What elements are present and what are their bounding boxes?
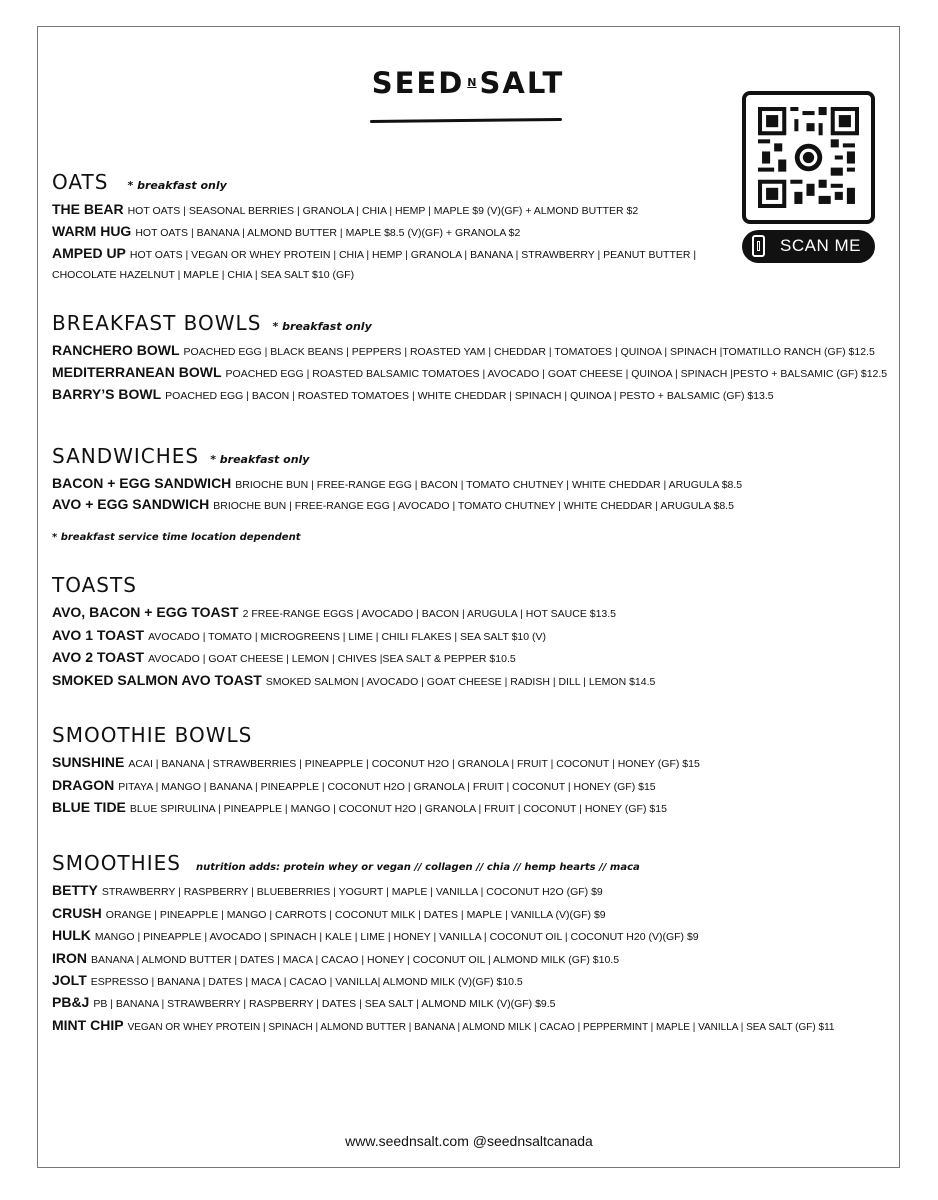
section-oats — [52, 170, 227, 194]
brand-logo — [370, 66, 566, 100]
section-title: TOASTS — [52, 573, 137, 597]
item-desc: ESPRESSO | BANANA | DATES | MACA | CACAO | VANILLA| ALMOND MILK (V)(GF) $10.5 — [90, 976, 523, 988]
menu-item — [52, 201, 638, 219]
menu-item — [52, 475, 742, 493]
menu-item — [52, 777, 656, 795]
section-sandwiches — [52, 444, 309, 468]
item-desc: PITAYA | MANGO | BANANA | PINEAPPLE | COCONUT H2O | GRANOLA | FRUIT | COCONUT | HONEY (GF) $15 — [118, 781, 656, 793]
menu-item — [52, 364, 887, 382]
item-name: AMPED UP — [52, 245, 126, 261]
section-title: SMOOTHIES — [52, 851, 181, 875]
section-breakfast-bowls — [52, 311, 372, 335]
item-desc: HOT OATS | BANANA | ALMOND BUTTER | MAPLE $8.5 (V)(GF) + GRANOLA $2 — [135, 227, 521, 239]
item-desc: MANGO | PINEAPPLE | AVOCADO | SPINACH | KALE | LIME | HONEY | VANILLA | COCONUT OIL | COCONUT H20 (V)(GF) $9 — [94, 931, 699, 943]
item-desc: HOT OATS | VEGAN OR WHEY PROTEIN | CHIA | HEMP | GRANOLA | BANANA | STRAWBERRY | PEANUT BUTTER | — [129, 249, 697, 261]
item-name: AVO 1 TOAST — [52, 627, 145, 643]
menu-item — [52, 245, 696, 263]
item-name: RANCHERO BOWL — [52, 342, 180, 358]
item-name: IRON — [52, 950, 87, 966]
item-desc: POACHED EGG | ROASTED BALSAMIC TOMATOES | AVOCADO | GOAT CHEESE | QUINOA | SPINACH |PESTO + BALSAMIC (GF) $12.5 — [225, 368, 888, 380]
section-toasts — [52, 573, 137, 597]
menu-item — [52, 672, 655, 690]
item-desc: BRIOCHE BUN | FREE-RANGE EGG | AVOCADO | TOMATO CHUTNEY | WHITE CHEDDAR | ARUGULA $8.5 — [213, 500, 734, 512]
section-title: BREAKFAST BOWLS — [52, 311, 262, 335]
item-desc: SMOKED SALMON | AVOCADO | GOAT CHEESE | RADISH | DILL | LEMON $14.5 — [265, 676, 656, 688]
item-desc: CHOCOLATE HAZELNUT | MAPLE | CHIA | SEA SALT $10 (GF) — [52, 269, 355, 281]
menu-item — [52, 223, 520, 241]
section-note: * breakfast only — [272, 320, 372, 333]
item-name: SMOKED SALMON AVO TOAST — [52, 672, 262, 688]
qr-code[interactable] — [742, 91, 875, 224]
item-desc: POACHED EGG | BACON | ROASTED TOMATOES | WHITE CHEDDAR | SPINACH | QUINOA | PESTO + BALSAMIC (GF) $13.5 — [165, 390, 774, 402]
breakfast-service-footnote: * breakfast service time location dependent — [52, 532, 301, 543]
item-name: DRAGON — [52, 777, 115, 793]
footer-website-handle[interactable]: www.seednsalt.com @seednsaltcanada — [345, 1133, 593, 1149]
menu-item — [52, 994, 556, 1012]
item-desc: AVOCADO | TOMATO | MICROGREENS | LIME | CHILI FLAKES | SEA SALT $10 (V) — [148, 631, 547, 643]
menu-item — [52, 972, 523, 990]
menu-item — [52, 754, 700, 772]
item-desc: AVOCADO | GOAT CHEESE | LEMON | CHIVES |SEA SALT & PEPPER $10.5 — [148, 653, 516, 665]
qr-code-pattern — [758, 107, 859, 208]
section-title: OATS — [52, 170, 109, 194]
menu-item-continuation — [52, 265, 354, 283]
menu-item — [52, 905, 606, 923]
item-name: MEDITERRANEAN BOWL — [52, 364, 222, 380]
item-name: WARM HUG — [52, 223, 132, 239]
item-desc: PB | BANANA | STRAWBERRY | RASPBERRY | DATES | SEA SALT | ALMOND MILK (V)(GF) $9.5 — [93, 998, 556, 1010]
item-desc: POACHED EGG | BLACK BEANS | PEPPERS | ROASTED YAM | CHEDDAR | TOMATOES | QUINOA | SPINACH |TOMATILLO RANCH (GF) $12.5 — [183, 346, 875, 358]
scan-me-label: SCAN ME — [780, 236, 861, 255]
menu-item — [52, 799, 667, 817]
item-name: MINT CHIP — [52, 1017, 124, 1033]
item-name: SUNSHINE — [52, 754, 125, 770]
item-desc: VEGAN OR WHEY PROTEIN | SPINACH | ALMOND BUTTER | BANANA | ALMOND MILK | CACAO | PEPPERMINT | MAPLE | VANILLA | SEA SALT (GF) $11 — [127, 1022, 835, 1033]
item-name: BLUE TIDE — [52, 799, 126, 815]
menu-item — [52, 1017, 834, 1035]
item-name: THE BEAR — [52, 201, 124, 217]
scan-me-badge[interactable] — [742, 230, 875, 263]
section-note: * breakfast only — [210, 453, 310, 466]
section-note: * breakfast only — [127, 179, 227, 192]
menu-item — [52, 386, 774, 404]
item-desc: ORANGE | PINEAPPLE | MANGO | CARROTS | COCONUT MILK | DATES | MAPLE | VANILLA (V)(GF) $9 — [105, 909, 606, 921]
item-name: HULK — [52, 927, 91, 943]
menu-item — [52, 927, 699, 945]
logo-word-seed: SEED — [371, 66, 465, 100]
menu-item — [52, 950, 619, 968]
section-smoothies — [52, 851, 640, 875]
item-desc: BLUE SPIRULINA | PINEAPPLE | MANGO | COCONUT H2O | GRANOLA | FRUIT | COCONUT | HONEY (GF) $15 — [129, 803, 667, 815]
menu-item — [52, 496, 734, 514]
item-desc: HOT OATS | SEASONAL BERRIES | GRANOLA | CHIA | HEMP | MAPLE $9 (V)(GF) + ALMOND BUTTER $2 — [127, 205, 639, 217]
menu-item — [52, 627, 546, 645]
item-name: BARRY’S BOWL — [52, 386, 162, 402]
section-title: SANDWICHES — [52, 444, 200, 468]
menu-item — [52, 342, 875, 360]
phone-icon — [752, 235, 765, 257]
item-desc: ACAI | BANANA | STRAWBERRIES | PINEAPPLE | COCONUT H2O | GRANOLA | FRUIT | COCONUT | HONEY (GF) $15 — [128, 758, 700, 770]
item-desc: BRIOCHE BUN | FREE-RANGE EGG | BACON | TOMATO CHUTNEY | WHITE CHEDDAR | ARUGULA $8.5 — [235, 479, 743, 491]
item-name: AVO, BACON + EGG TOAST — [52, 604, 239, 620]
section-note: nutrition adds: protein whey or vegan // collagen // chia // hemp hearts // maca — [196, 862, 640, 873]
menu-item — [52, 649, 516, 667]
menu-item — [52, 882, 603, 900]
logo-word-salt: SALT — [479, 66, 565, 100]
item-desc: 2 FREE-RANGE EGGS | AVOCADO | BACON | ARUGULA | HOT SAUCE $13.5 — [242, 608, 617, 620]
menu-item — [52, 604, 616, 622]
item-name: JOLT — [52, 972, 87, 988]
item-desc: BANANA | ALMOND BUTTER | DATES | MACA | CACAO | HONEY | COCONUT OIL | ALMOND MILK (GF) $10.5 — [91, 954, 620, 966]
item-name: PB&J — [52, 994, 90, 1010]
item-name: AVO 2 TOAST — [52, 649, 145, 665]
section-smoothie-bowls — [52, 723, 252, 747]
item-name: AVO + EGG SANDWICH — [52, 496, 210, 512]
logo-n: N — [467, 75, 477, 89]
section-title: SMOOTHIE BOWLS — [52, 723, 253, 747]
item-name: BACON + EGG SANDWICH — [52, 475, 232, 491]
item-name: CRUSH — [52, 905, 102, 921]
item-desc: STRAWBERRY | RASPBERRY | BLUEBERRIES | YOGURT | MAPLE | VANILLA | COCONUT H2O (GF) $9 — [101, 886, 603, 898]
item-name: BETTY — [52, 882, 98, 898]
